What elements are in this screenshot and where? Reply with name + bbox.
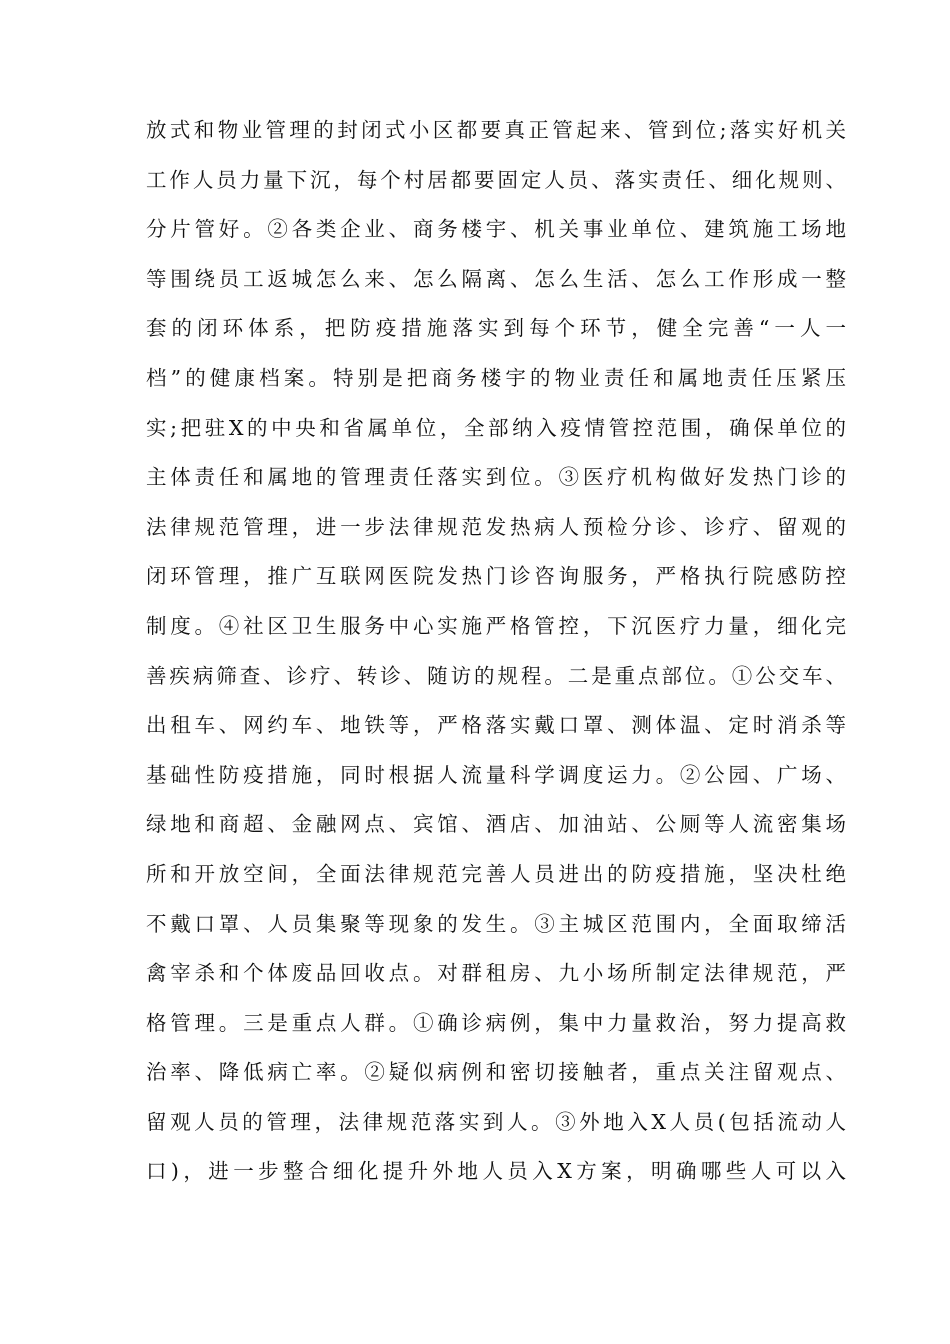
text-line: 档”的健康档案。特别是把商务楼宇的物业责任和属地责任压紧压 bbox=[146, 365, 846, 390]
text-line: 等围绕员工返城怎么来、怎么隔离、怎么生活、怎么工作形成一整 bbox=[146, 266, 846, 291]
text-line: 基础性防疫措施，同时根据人流量科学调度运力。②公园、广场、 bbox=[146, 762, 846, 787]
text-line: 不戴口罩、人员集聚等现象的发生。③主城区范围内，全面取缔活 bbox=[146, 911, 846, 936]
text-line: 主体责任和属地的管理责任落实到位。③医疗机构做好发热门诊的 bbox=[146, 465, 846, 490]
text-line: 工作人员力量下沉，每个村居都要固定人员、落实责任、细化规则、 bbox=[146, 167, 846, 192]
text-line: 闭环管理，推广互联网医院发热门诊咨询服务，严格执行院感防控 bbox=[146, 564, 846, 589]
text-line: 留观人员的管理，法律规范落实到人。③外地入X人员(包括流动人 bbox=[146, 1109, 846, 1134]
text-line: 放式和物业管理的封闭式小区都要真正管起来、管到位;落实好机关 bbox=[146, 118, 846, 142]
text-line: 禽宰杀和个体废品回收点。对群租房、九小场所制定法律规范，严 bbox=[146, 961, 846, 986]
text-line: 善疾病筛查、诊疗、转诊、随访的规程。二是重点部位。①公交车、 bbox=[146, 663, 846, 688]
text-line: 制度。④社区卫生服务中心实施严格管控，下沉医疗力量，细化完 bbox=[146, 613, 846, 638]
text-line: 治率、降低病亡率。②疑似病例和密切接触者，重点关注留观点、 bbox=[146, 1060, 846, 1085]
body-text bbox=[146, 106, 846, 1197]
text-line: 口)，进一步整合细化提升外地人员入X方案，明确哪些人可以入 bbox=[146, 1159, 846, 1184]
text-line: 出租车、网约车、地铁等，严格落实戴口罩、测体温、定时消杀等 bbox=[146, 713, 846, 738]
text-line: 所和开放空间，全面法律规范完善人员进出的防疫措施，坚决杜绝 bbox=[146, 861, 846, 886]
text-line: 实;把驻X的中央和省属单位，全部纳入疫情管控范围，确保单位的 bbox=[146, 415, 846, 440]
text-line: 格管理。三是重点人群。①确诊病例，集中力量救治，努力提高救 bbox=[146, 1010, 846, 1035]
text-line: 套的闭环体系，把防疫措施落实到每个环节，健全完善“一人一 bbox=[146, 316, 846, 341]
text-line: 绿地和商超、金融网点、宾馆、酒店、加油站、公厕等人流密集场 bbox=[146, 812, 846, 837]
text-line: 分片管好。②各类企业、商务楼宇、机关事业单位、建筑施工场地 bbox=[146, 217, 846, 242]
text-line: 法律规范管理，进一步法律规范发热病人预检分诊、诊疗、留观的 bbox=[146, 514, 846, 539]
